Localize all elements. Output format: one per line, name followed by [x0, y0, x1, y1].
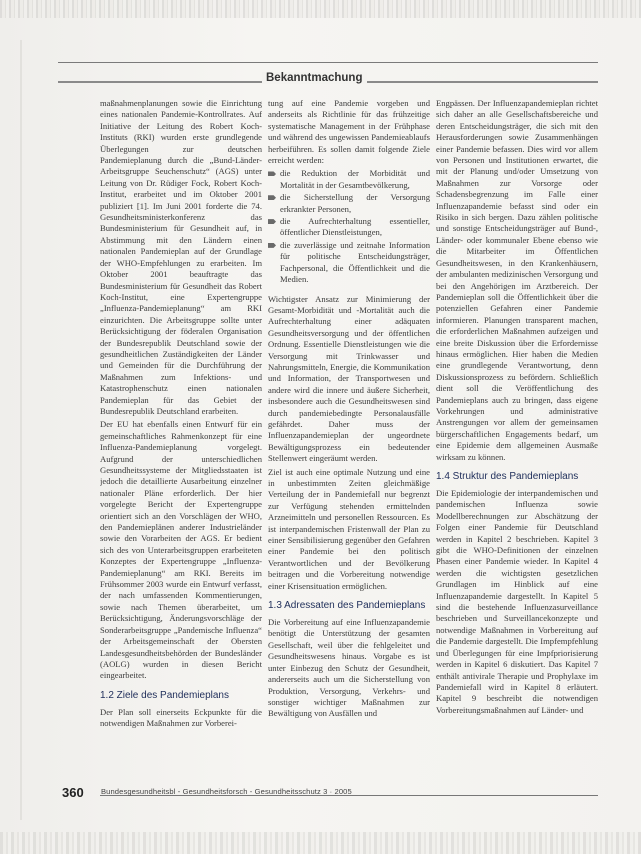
arrow-bullet-icon: [268, 195, 276, 200]
paragraph: Wichtigster Ansatz zur Minimierung der Gesamt-Morbidität und -Mortalität auch die Aufrechterhaltung einer adäquaten Gesundheitsversorgung und der öffentlichen Ordnung. Essentielle Dienstleistungen wie die Versorgung mit Trinkwasser und Nahrungsmitteln, Energie, die Kommunikation und Information, der Transportwesen und andere wird die innere und äußere Sicherheit, insbesondere auch die Gesundheitswesen sind durch pandemiebedingte Personalausfälle gefährdet. Daher muss der Influenzapandemieplan der ungeordnete Bewältigungsprozess ein bedeutender Stellenwert eingeräumt werden.: [268, 293, 430, 464]
paragraph: Ziel ist auch eine optimale Nutzung und eine in unbestimmten Zeiten gleichmäßige Verteilung der in Pandemiefall nur begrenzt zur Verfügung stehenden ermittelnden Arzneimitteln und personellen Ressourcen. Es ist interpandemischen Fristenwall der Plan zu einer Sensibilisierung gegenüber den Gefahren einer Pandemie bei den politisch Verantwortlichen und der Bevölkerung beitragen und die Vorbereitung notwendige einer Krisensituation ermöglichen.: [268, 466, 430, 591]
goals-list: [268, 168, 430, 285]
paragraph: maßnahmenplanungen sowie die Einrichtung eines nationalen Pandemie-Kontrollrates. Auf Initiative der Leitung des Robert Koch-Instituts (RKI) wurden erste grundlegende Überlegungen zur deutschen Pandemieplanung durch die „Bund-Länder-Arbeitsgruppe Seuchenschutz“ (AGS) unter Leitung von Dr. Rüdiger Fock, Robert Koch-Institut, erarbeitet und im Oktober 2001 publiziert [1]. Im Juni 2001 forderte die 74. Gesundheitsministerkonferenz das Bundesministerium für Gesundheit auf, in Abstimmung mit den Ländern einen nationalen Pandemieplan auf der Grundlage der WHO-Empfehlungen zu erarbeiten. Im Oktober 2001 beauftragte das Bundesministerium für Gesundheit das Robert Koch-Institut, eine Expertengruppe „Influenza-Pandemieplanung“ am RKI einzurichten. Die Arbeitsgruppe sollte unter Berücksichtigung der föderalen Organisation der Bundesrepublik Deutschland sowie der gesundheitlichen Zuständigkeiten der Länder und Gemeinden für die Durchführung der Maßnahmen zum Infektions- und Katastrophenschutz einen nationalen Pandemieplan für das Gebiet der Bundesrepublik Deutschland erarbeiten.: [100, 98, 262, 416]
paragraph: Die Vorbereitung auf eine Influenzapandemie benötigt die Unterstützung der gesamten Gesellschaft, weil über die fehlgeleitet und Gesundheitswesens hinaus. Vorgabe es ist unter Einbezug den Schutz der Gesundheit, andererseits auch um die Sicherstellung von Produktion, Versorgung, Verkehrs- und sonstiger wichtiger Maßnahmen zur Bewältigung von Ausfällen und: [268, 617, 430, 719]
text-column-1: [100, 98, 262, 788]
list-item: die Reduktion der Morbidität und Mortalität in der Gesamtbevölkerung,: [268, 168, 430, 191]
paragraph: Die Epidemiologie der interpandemischen und pandemischen Influenza sowie Modellberechnungen zur Abschätzung der Folgen einer Pandemie für Deutschland werden in Kapitel 2 beschrieben. Kapitel 3 gibt die WHO-Definitionen der einzelnen Phasen einer Pandemie wieder. In Kapitel 4 werden die wichtigsten gesetzlichen Grundlagen im Hinblick auf eine Influenzapandemie dargestellt. In Kapitel 5 sind die bestehende Influenzasurveillance beschrieben und Surveillancekonzepte und notwendige Maßnahmen in Vorbereitung auf die Pandemie dargestellt. Die Impfempfehlung und Überlegungen für eine Impfpriorisierung werden in Kapitel 6 diskutiert. Das Kapitel 7 enthält antivirale Therapie und Prophylaxe im Pandemiefall wird in Kapitel 8 erläutert. Kapitel 9 beschreibt die notwendigen Vorbereitungsmaßnahmen auf Länder- und: [436, 488, 598, 715]
text-column-2: [268, 98, 430, 788]
arrow-bullet-icon: [268, 219, 276, 224]
scan-margin-shadow: [20, 40, 22, 820]
journal-citation: Bundesgesundheitsbl - Gesundheitsforsch - Gesundheitsschutz 3 · 2005: [101, 787, 352, 796]
paragraph: tung auf eine Pandemie vorgeben und anderseits als Richtlinie für das frühzeitige systematische Management in der Frühphase und während des ungewissen Pandemieablaufs herbeiführen. Es sollen damit folgende Ziele erreicht werden:: [268, 98, 430, 166]
list-item: die Sicherstellung der Versorgung erkrankter Personen,: [268, 192, 430, 215]
paragraph: Engpässen. Der Influenzapandemieplan richtet sich daher an alle Gesellschaftsbereiche und deren Entscheidungsträger, die sich mit den Herausforderungen sowie Zusammenhängen einer Pandemie befassen. Dies wird vor allem von Personen und Institutionen erwartet, die mit der Planung und/oder Umsetzung von Maßnahmen zur Vorsorge oder Schadensbegrenzung im Falle einer Influenzapandemie befasst sind oder ein Risiko in sich bergen. Dazu zählen politische und sonstige Entscheidungsträger auf Bund-, Länder- oder kommunaler Ebene ebenso wie die Mitarbeiter im Öffentlichen Gesundheitswesen, in den Krankenhäusern, der ambulanten medizinischen Versorgung und bei den Angehörigen im Arztbereich. Der Pandemieplan soll die Öffentlichkeit über die potenziellen Gefahren einer Pandemie informieren. Planungen transparent machen, die erforderlichen Maßnahmen aufzeigen und eine breite Diskussion über die Erfordernisse hinaus ermöglichen. Hier haben die Medien eine grundlegende Verantwortung, denn Diskussionsprozess zu befördern. Schließlich dient soll die Veröffentlichung des Pandemieplans auch zu bringen, dass eigene Vorkehrungen und administrative Anstrengungen vor allem der gemeinsamen bürgerschaftlichen Engagements bedarf, um eine Epidemie dem allgemeinen Ausmaße wirksam zu können.: [436, 98, 598, 462]
heading-goals: 1.2 Ziele des Pandemieplans: [100, 689, 229, 701]
arrow-bullet-icon: [268, 171, 276, 176]
text-column-3: [436, 98, 598, 788]
heading-structure: 1.4 Struktur des Pandemieplans: [436, 471, 579, 482]
section-title: Bekanntmachung: [262, 72, 367, 84]
page-number: 360: [62, 785, 84, 800]
paragraph: Der EU hat ebenfalls einen Entwurf für ein gemeinschaftliches Rahmenkonzept für eine Influenza-Pandemieplanung vorgelegt. Aufgrund der unterschiedlichen Gesundheitssysteme der Mitgliedsstaaten ist jedoch die detaillierte Ausarbeitung einzelner nationaler Pläne erforderlich. Der hier vorgelegte Bericht der Expertengruppe orientiert sich an den Vorschlägen der WHO, den Pandemieplänen anderer Industrieländer sowie den Vorarbeiten der AGS. Er bedient sich des von Unterarbeitsgruppen erarbeiteten Konzeptes der Expertengruppe „Influenza-Pandemieplanung“ am RKI. Bereits im Frühsommer 2003 wurde ein Entwurf verfasst, der nach umfassenden Kommentierungen, sowie nach Themen überarbeitet, um Berücksichtigung, Änderungsvorschläge der Sonderarbeitsgruppe „Pandemische Influenza“ der Arbeitsgemeinschaft der Obersten Landesgesundheitsbehörden der Bundesländer (AOLG) wurden in diesen Bericht eingearbeitet.: [100, 419, 262, 681]
arrow-bullet-icon: [268, 243, 276, 248]
scan-edge-top: [0, 0, 641, 18]
scan-edge-bottom: [0, 832, 641, 854]
list-item: die zuverlässige und zeitnahe Information für politische Entscheidungsträger, Fachpersonal, die Öffentlichkeit und die Medien.: [268, 240, 430, 286]
top-rule: [58, 62, 598, 63]
heading-recipients: 1.3 Adressaten des Pandemieplans: [268, 600, 426, 612]
paragraph: Der Plan soll einerseits Eckpunkte für die notwendigen Maßnahmen zur Vorberei-: [100, 706, 262, 729]
list-item: die Aufrechterhaltung essentieller, öffentlicher Dienstleistungen,: [268, 216, 430, 239]
